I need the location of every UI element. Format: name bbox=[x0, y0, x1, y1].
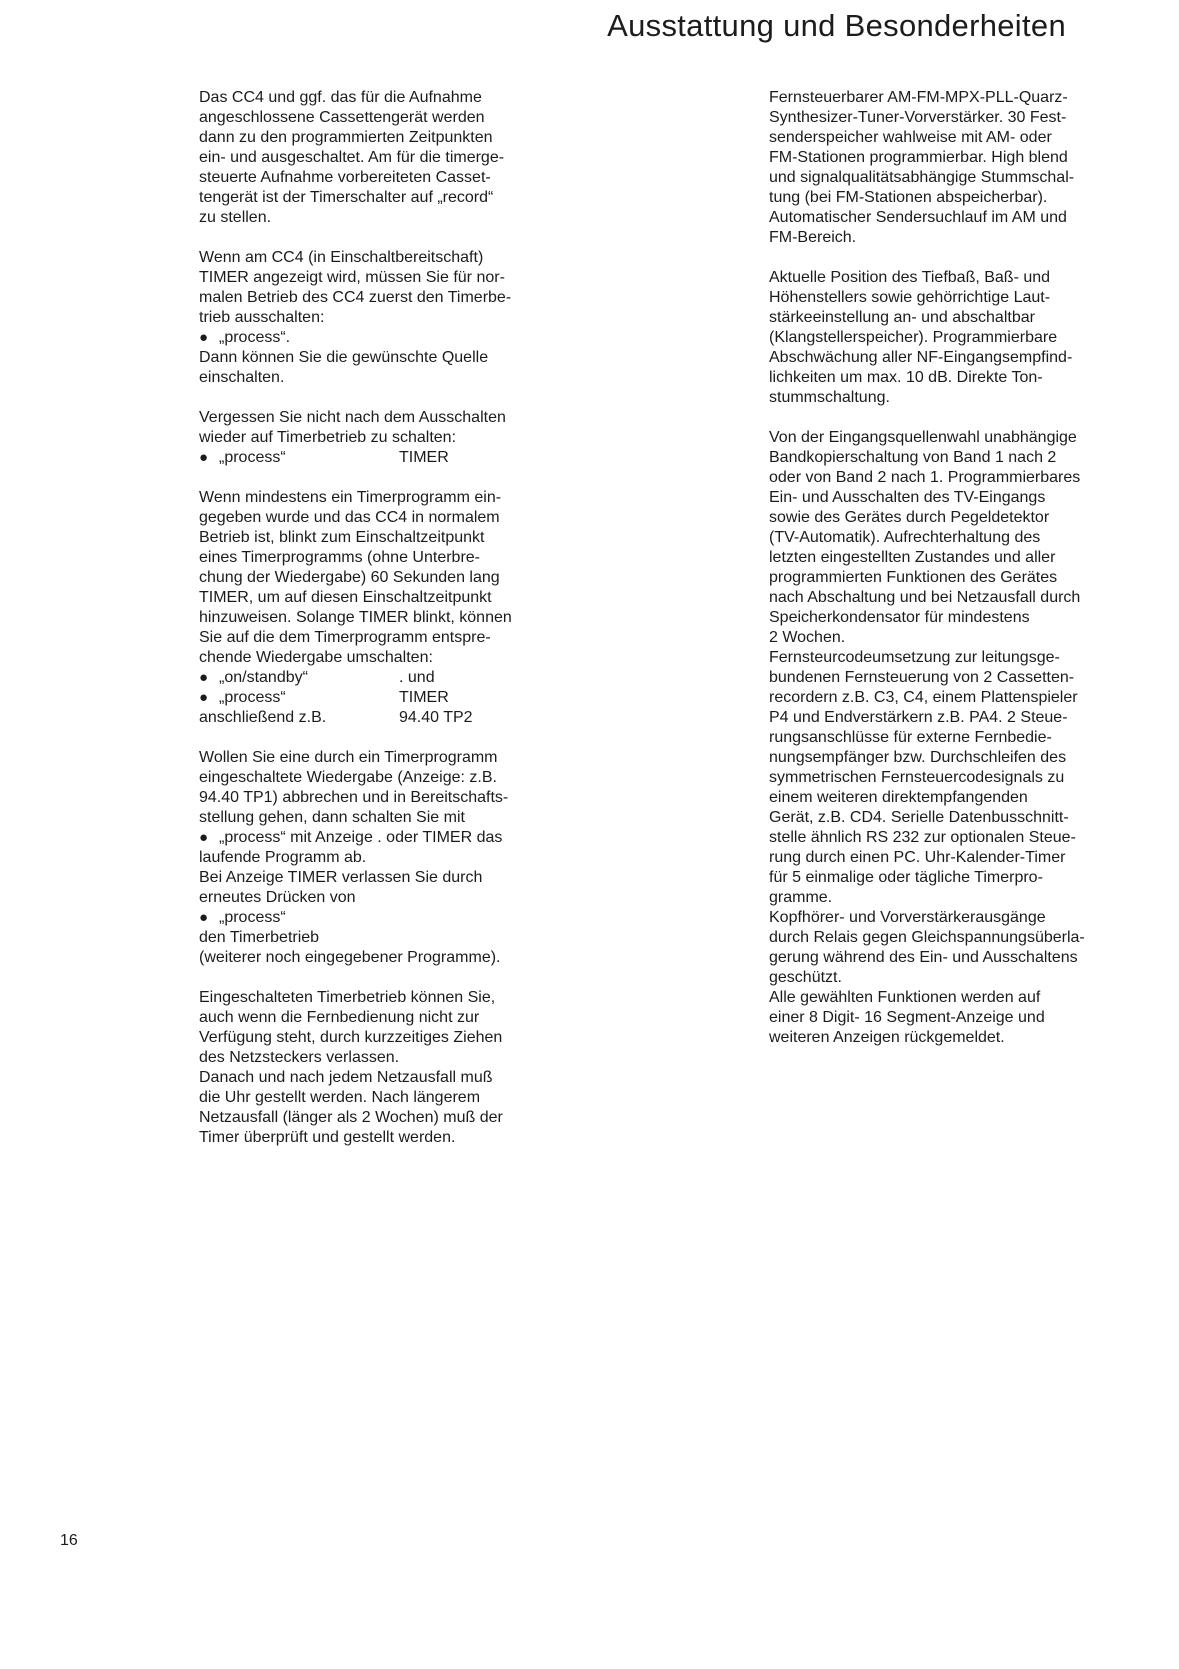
bullet-on-standby bbox=[199, 668, 544, 688]
display-value: TIMER bbox=[399, 689, 449, 706]
text-line: (Klangstellerspeicher). Programmierbare bbox=[769, 329, 1058, 346]
text-line: rung durch einen PC. Uhr-Kalender-Timer bbox=[769, 849, 1066, 866]
text-line: durch Relais gegen Gleichspannungsüberla- bbox=[769, 929, 1085, 946]
text-line: nungsempfänger bzw. Durchschleifen des bbox=[769, 749, 1067, 766]
text-line: FM-Bereich. bbox=[769, 229, 857, 246]
text-line: stummschaltung. bbox=[769, 389, 890, 406]
paragraph-cancel-program bbox=[199, 748, 544, 968]
bullet-key: ● „process“ bbox=[199, 448, 399, 468]
text-line: Bandkopierschaltung von Band 1 nach 2 bbox=[769, 449, 1057, 466]
text-line: TIMER, um auf diesen Einschaltzeitpunkt bbox=[199, 589, 492, 606]
text-line: oder von Band 2 nach 1. Programmierbares bbox=[769, 469, 1081, 486]
text-line: eines Timerprogramms (ohne Unterbre- bbox=[199, 549, 480, 566]
text-line: Speicherkondensator für mindestens bbox=[769, 609, 1030, 626]
text-line: einem weiteren direktempfangenden bbox=[769, 789, 1028, 806]
text-line: Wenn mindestens ein Timerprogramm ein- bbox=[199, 489, 502, 506]
paragraph-tuner bbox=[769, 88, 1114, 248]
text-line: senderspeicher wahlweise mit AM- oder bbox=[769, 129, 1052, 146]
text-line: Bei Anzeige TIMER verlassen Sie durch bbox=[199, 869, 483, 886]
paragraph-tone-control bbox=[769, 268, 1114, 408]
text-line: einschalten. bbox=[199, 369, 285, 386]
text-line: trieb ausschalten: bbox=[199, 309, 325, 326]
bullet-process-timer bbox=[199, 448, 544, 468]
text-line: Das CC4 und ggf. das für die Aufnahme bbox=[199, 89, 482, 106]
paragraph-timer-recording bbox=[199, 88, 544, 228]
text-line: Fernsteurcodeumsetzung zur leitungsge- bbox=[769, 649, 1060, 666]
text-line: chende Wiedergabe umschalten: bbox=[199, 649, 433, 666]
text-line: Danach und nach jedem Netzausfall muß bbox=[199, 1069, 493, 1086]
bullet-process: ● „process“. bbox=[199, 328, 544, 348]
text-line: einer 8 Digit- 16 Segment-Anzeige und bbox=[769, 1009, 1045, 1026]
text-line: lichkeiten um max. 10 dB. Direkte Ton- bbox=[769, 369, 1043, 386]
text-line: malen Betrieb des CC4 zuerst den Timerbe- bbox=[199, 289, 512, 306]
text-line: Alle gewählten Funktionen werden auf bbox=[769, 989, 1041, 1006]
text-line: (TV-Automatik). Aufrechterhaltung des bbox=[769, 529, 1041, 546]
left-column bbox=[199, 88, 544, 1168]
text-line: FM-Stationen programmierbar. High blend bbox=[769, 149, 1068, 166]
text-line: Fernsteuerbarer AM-FM-MPX-PLL-Quarz- bbox=[769, 89, 1068, 106]
text-line: tung (bei FM-Stationen abspeicherbar). bbox=[769, 189, 1048, 206]
text-line: laufende Programm ab. bbox=[199, 849, 367, 866]
text-line: 2 Wochen. bbox=[769, 629, 846, 646]
text-line: weiteren Anzeigen rückgemeldet. bbox=[769, 1029, 1005, 1046]
text-line: hinzuweisen. Solange TIMER blinkt, können bbox=[199, 609, 512, 626]
text-line: symmetrischen Fernsteuercodesignals zu bbox=[769, 769, 1065, 786]
text-line: stellung gehen, dann schalten Sie mit bbox=[199, 809, 465, 826]
text-line: erneutes Drücken von bbox=[199, 889, 356, 906]
text-line: rungsanschlüsse für externe Fernbedie- bbox=[769, 729, 1052, 746]
text-line: Verfügung steht, durch kurzzeitiges Ziehen bbox=[199, 1029, 503, 1046]
display-value: 94.40 TP2 bbox=[399, 709, 473, 726]
display-value: TIMER bbox=[399, 449, 449, 466]
text-line: Netzausfall (länger als 2 Wochen) muß der bbox=[199, 1109, 503, 1126]
text-line: auch wenn die Fernbedienung nicht zur bbox=[199, 1009, 480, 1026]
text-line: steuerte Aufnahme vorbereiteten Casset- bbox=[199, 169, 491, 186]
text-line: Vergessen Sie nicht nach dem Ausschalten bbox=[199, 409, 506, 426]
paragraph-timer-off bbox=[199, 248, 544, 388]
text-line: eingeschaltete Wiedergabe (Anzeige: z.B. bbox=[199, 769, 497, 786]
text-line: Betrieb ist, blinkt zum Einschaltzeitpunkt bbox=[199, 529, 485, 546]
text-line: sowie des Gerätes durch Pegeldetektor bbox=[769, 509, 1050, 526]
text-line: den Timerbetrieb bbox=[199, 929, 320, 946]
text-line: zu stellen. bbox=[199, 209, 272, 226]
text-line: Ein- und Ausschalten des TV-Eingangs bbox=[769, 489, 1046, 506]
text-key: anschließend z.B. bbox=[199, 709, 327, 726]
bullet-key: ● „on/standby“ bbox=[199, 668, 399, 688]
text-line: die Uhr gestellt werden. Nach längerem bbox=[199, 1089, 481, 1106]
text-line: Synthesizer-Tuner-Vorverstärker. 30 Fest- bbox=[769, 109, 1067, 126]
text-line: Automatischer Sendersuchlauf im AM und bbox=[769, 209, 1067, 226]
bullet-process-display: ● „process“ mit Anzeige . oder TIMER das bbox=[199, 828, 544, 848]
text-line: ein- und ausgeschaltet. Am für die timerge- bbox=[199, 149, 505, 166]
bullet-key: ● „process“ bbox=[199, 688, 399, 708]
paragraph-timer-blink bbox=[199, 488, 544, 728]
text-line: Wenn am CC4 (in Einschaltbereitschaft) bbox=[199, 249, 484, 266]
text-line: stärkeeinstellung an- und abschaltbar bbox=[769, 309, 1035, 326]
text-line: letzten eingestellten Zustandes und aller bbox=[769, 549, 1056, 566]
bullet-process: ● „process“ bbox=[199, 908, 544, 928]
then-example bbox=[199, 708, 544, 728]
text-line: Dann können Sie die gewünschte Quelle bbox=[199, 349, 489, 366]
text-line: Wollen Sie eine durch ein Timerprogramm bbox=[199, 749, 498, 766]
display-value: . und bbox=[399, 669, 435, 686]
right-column bbox=[769, 88, 1114, 1068]
text-line: programmierten Funktionen des Gerätes bbox=[769, 569, 1058, 586]
text-line: gramme. bbox=[769, 889, 833, 906]
text-line: Höhenstellers sowie gehörrichtige Laut- bbox=[769, 289, 1051, 306]
text-line: Von der Eingangsquellenwahl unabhängige bbox=[769, 429, 1077, 446]
text-line: und signalqualitätsabhängige Stummschal- bbox=[769, 169, 1075, 186]
page-title: Ausstattung und Besonderheiten bbox=[607, 8, 1066, 43]
text-line: Aktuelle Position des Tiefbaß, Baß- und bbox=[769, 269, 1051, 286]
text-line: Eingeschalteten Timerbetrieb können Sie, bbox=[199, 989, 496, 1006]
text-line: recordern z.B. C3, C4, einem Plattenspieler bbox=[769, 689, 1078, 706]
text-line: angeschlossene Cassettengerät werden bbox=[199, 109, 485, 126]
bullet-process-timer bbox=[199, 688, 544, 708]
text-line: tengerät ist der Timerschalter auf „record“ bbox=[199, 189, 494, 206]
text-line: für 5 einmalige oder tägliche Timerpro- bbox=[769, 869, 1043, 886]
paragraph-features bbox=[769, 428, 1114, 1048]
text-line: bundenen Fernsteuerung von 2 Cassetten- bbox=[769, 669, 1075, 686]
text-line: nach Abschaltung und bei Netzausfall durch bbox=[769, 589, 1081, 606]
text-line: des Netzsteckers verlassen. bbox=[199, 1049, 400, 1066]
paragraph-power-failure bbox=[199, 988, 544, 1148]
text-line: (weiterer noch eingegebener Programme). bbox=[199, 949, 501, 966]
text-line: dann zu den programmierten Zeitpunkten bbox=[199, 129, 493, 146]
text-line: gegeben wurde und das CC4 in normalem bbox=[199, 509, 500, 526]
text-line: gerung während des Ein- und Ausschaltens bbox=[769, 949, 1078, 966]
text-line: TIMER angezeigt wird, müssen Sie für nor- bbox=[199, 269, 505, 286]
text-line: stelle ähnlich RS 232 zur optionalen Steue- bbox=[769, 829, 1076, 846]
text-line: chung der Wiedergabe) 60 Sekunden lang bbox=[199, 569, 500, 586]
paragraph-timer-on-again bbox=[199, 408, 544, 468]
text-line: geschützt. bbox=[769, 969, 842, 986]
text-line: Gerät, z.B. CD4. Serielle Datenbusschnitt- bbox=[769, 809, 1069, 826]
text-line: P4 und Endverstärkern z.B. PA4. 2 Steue- bbox=[769, 709, 1068, 726]
text-line: 94.40 TP1) abbrechen und in Bereitschafts- bbox=[199, 789, 509, 806]
text-line: Timer überprüft und gestellt werden. bbox=[199, 1129, 456, 1146]
text-line: Kopfhörer- und Vorverstärkerausgänge bbox=[769, 909, 1046, 926]
text-line: Abschwächung aller NF-Eingangsempfind- bbox=[769, 349, 1073, 366]
text-line: Sie auf die dem Timerprogramm entspre- bbox=[199, 629, 491, 646]
page-number: 16 bbox=[60, 1532, 78, 1549]
text-line: wieder auf Timerbetrieb zu schalten: bbox=[199, 429, 457, 446]
